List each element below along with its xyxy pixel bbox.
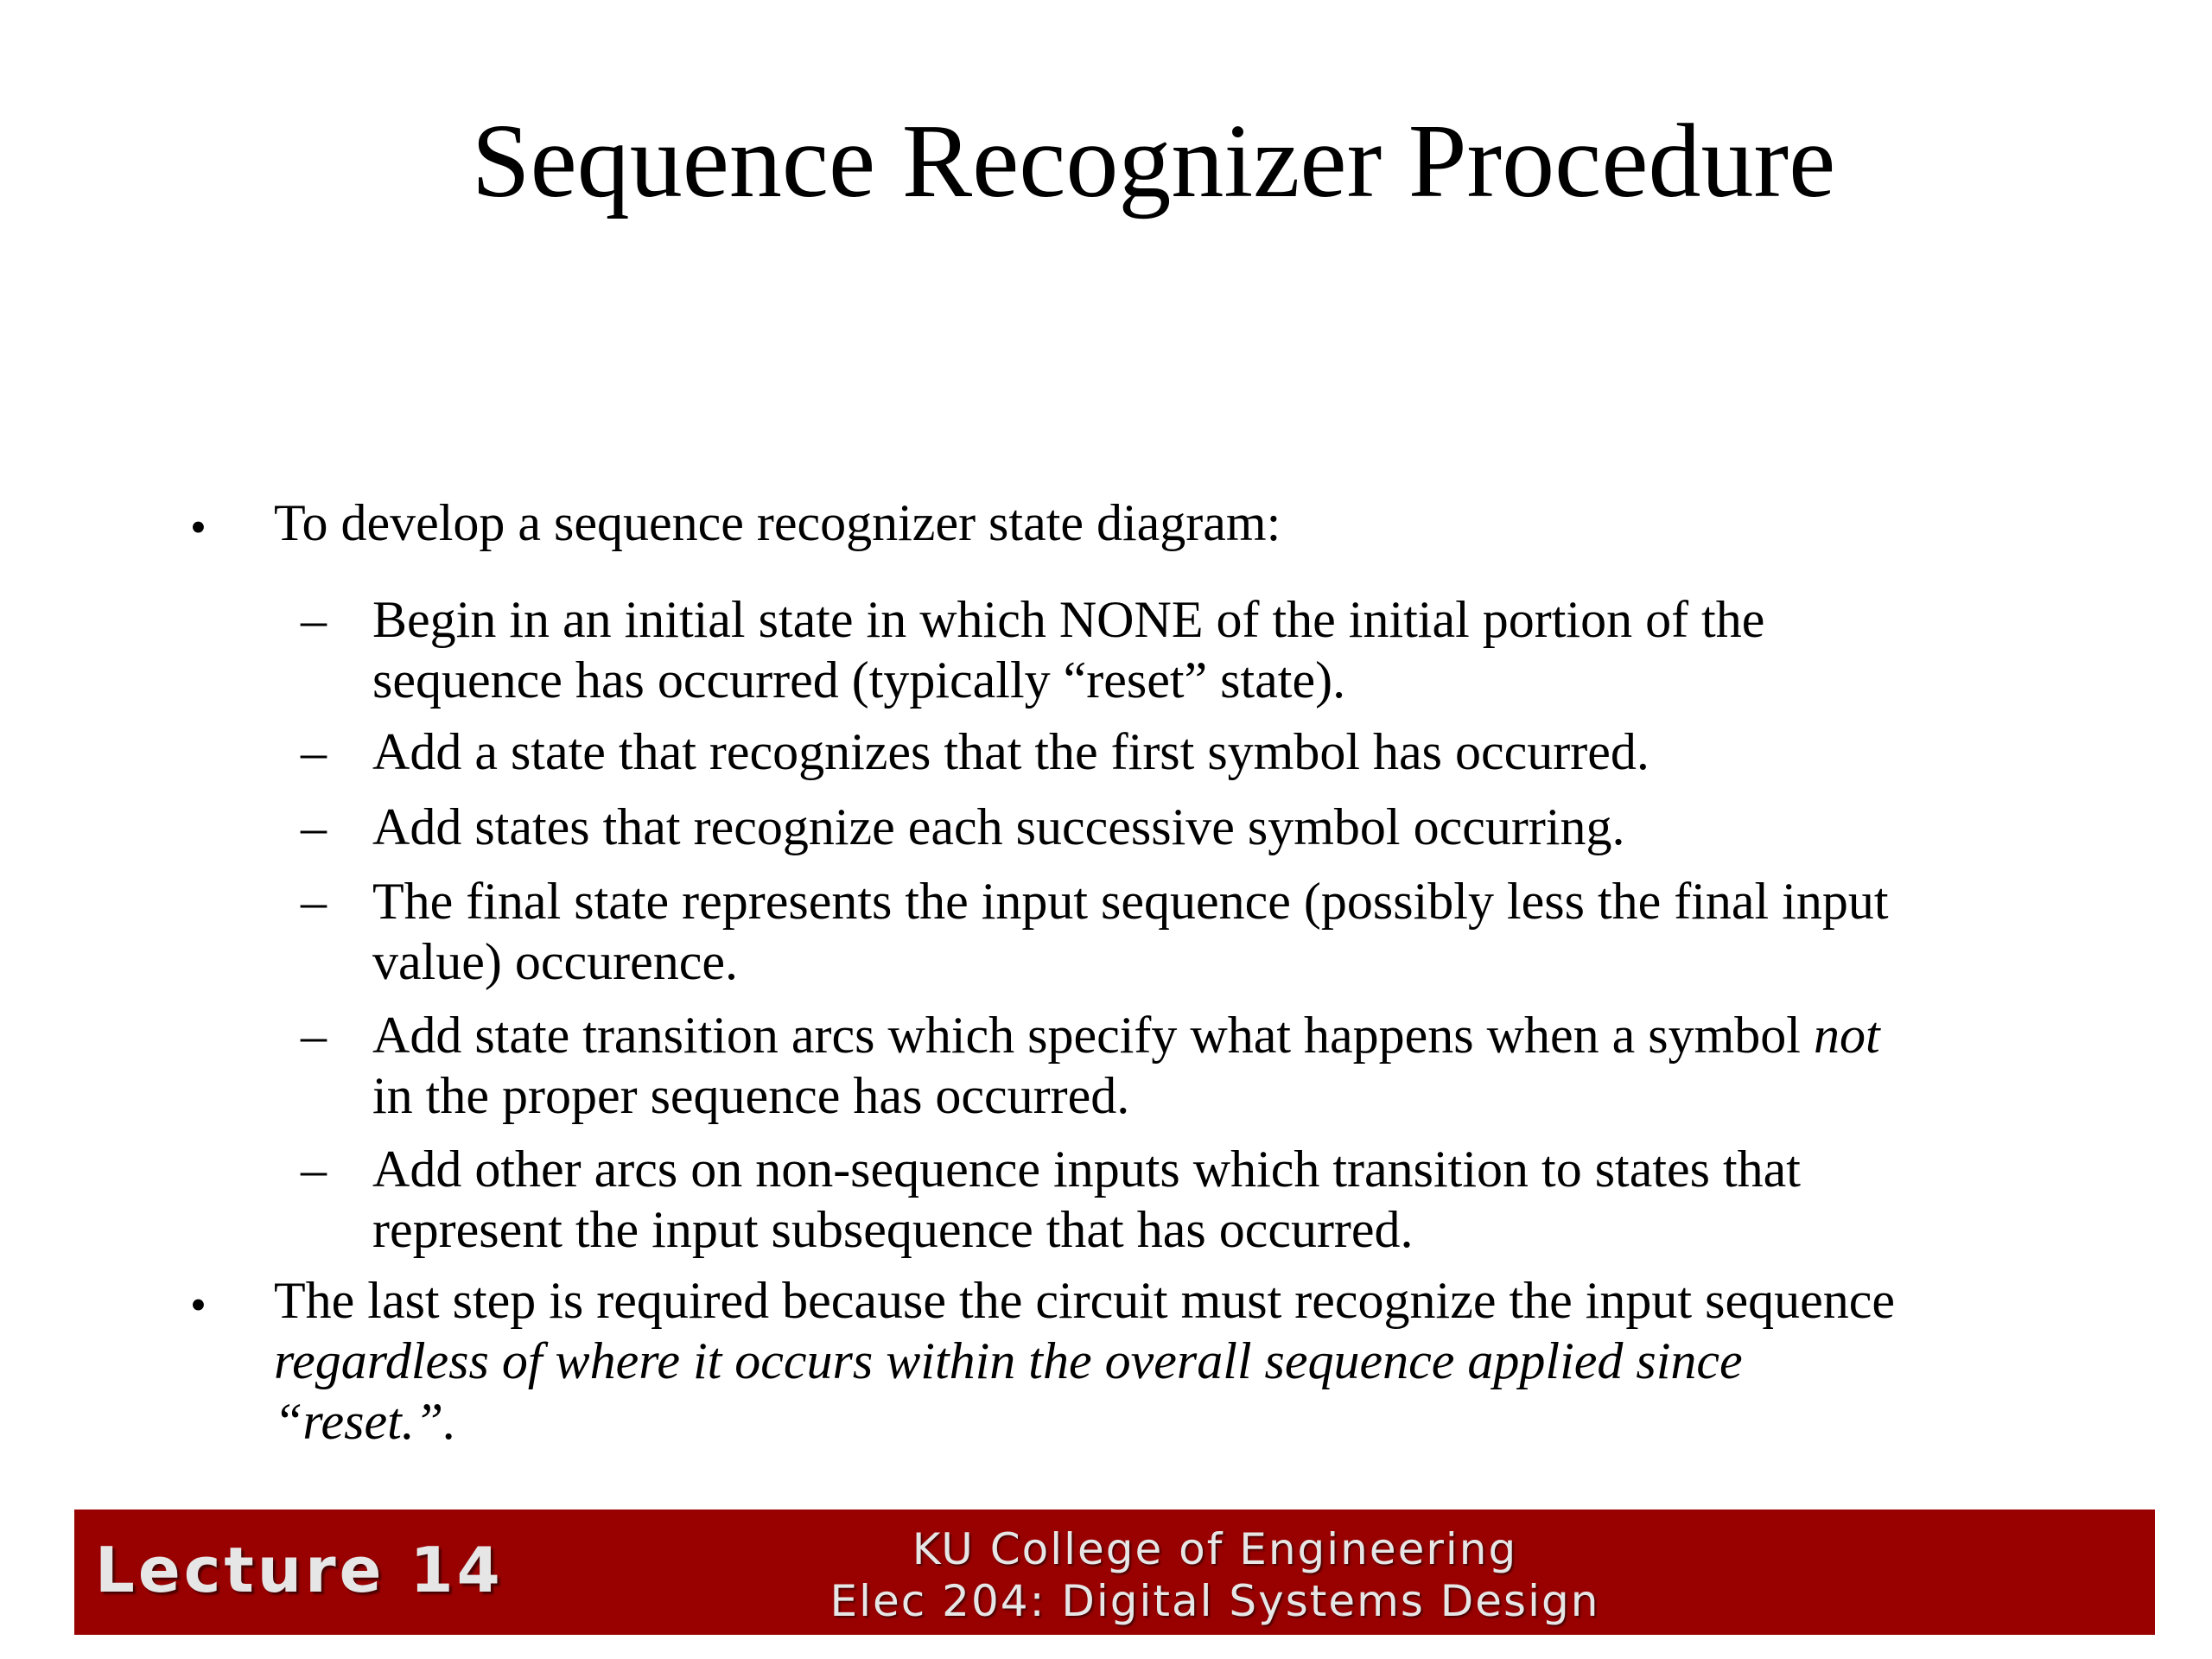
bullet-line-italic: “reset.”. xyxy=(274,1393,457,1450)
emphasis-not: not xyxy=(1813,1007,1880,1064)
bullet-text: To develop a sequence recognizer state diagram: xyxy=(274,494,1281,551)
footer-course: Elec 204: Digital Systems Design xyxy=(830,1576,1600,1626)
dash-marker: – xyxy=(301,591,327,648)
sub-item-line: in the proper sequence has occurred. xyxy=(372,1067,1130,1124)
footer-college: KU College of Engineering xyxy=(912,1524,1518,1574)
sub-item-line: The final state represents the input sequence (possibly less the final input xyxy=(372,873,1889,930)
dash-marker: – xyxy=(301,873,327,930)
bullet-marker: • xyxy=(190,1279,207,1331)
slide-title: Sequence Recognizer Procedure xyxy=(471,103,1836,219)
sub-item-line: Add states that recognize each successive symbol occurring. xyxy=(372,798,1625,855)
sub-item-transition-arcs xyxy=(372,1005,2097,1126)
bullet-last-step xyxy=(274,1270,2097,1452)
sub-item-first-symbol xyxy=(372,721,2097,782)
bullet-line: The last step is required because the circuit must recognize the input sequence xyxy=(274,1272,1895,1329)
dash-marker: – xyxy=(301,798,327,855)
bullet-develop-diagram xyxy=(274,493,2097,553)
sub-item-line xyxy=(372,1005,2097,1065)
sub-item-text: Add state transition arcs which specify what happens when a symbol xyxy=(372,1007,1814,1064)
sub-item-line: Add other arcs on non-sequence inputs which transition to states that xyxy=(372,1141,1801,1198)
footer-banner xyxy=(74,1510,2155,1635)
dash-marker: – xyxy=(301,723,327,780)
sub-item-initial-state xyxy=(372,589,2097,710)
dash-marker: – xyxy=(301,1007,327,1064)
footer-lecture-label: Lecture 14 xyxy=(95,1534,504,1606)
bullet-line-italic: regardless of where it occurs within the overall sequence applied since xyxy=(274,1332,1743,1389)
sub-item-line: value) occurence. xyxy=(372,933,739,990)
footer-course-info xyxy=(593,1523,1837,1627)
sub-item-successive-symbols xyxy=(372,797,2097,857)
bullet-marker: • xyxy=(190,501,207,553)
sub-item-other-arcs xyxy=(372,1139,2097,1260)
sub-item-line: sequence has occurred (typically “reset” state). xyxy=(372,652,1346,709)
dash-marker: – xyxy=(301,1141,327,1198)
sub-item-line: Begin in an initial state in which NONE of the initial portion of the xyxy=(372,591,1765,648)
sub-item-line: Add a state that recognizes that the first symbol has occurred. xyxy=(372,723,1649,780)
sub-item-line: represent the input subsequence that has occurred. xyxy=(372,1201,1414,1258)
sub-item-final-state xyxy=(372,871,2097,992)
